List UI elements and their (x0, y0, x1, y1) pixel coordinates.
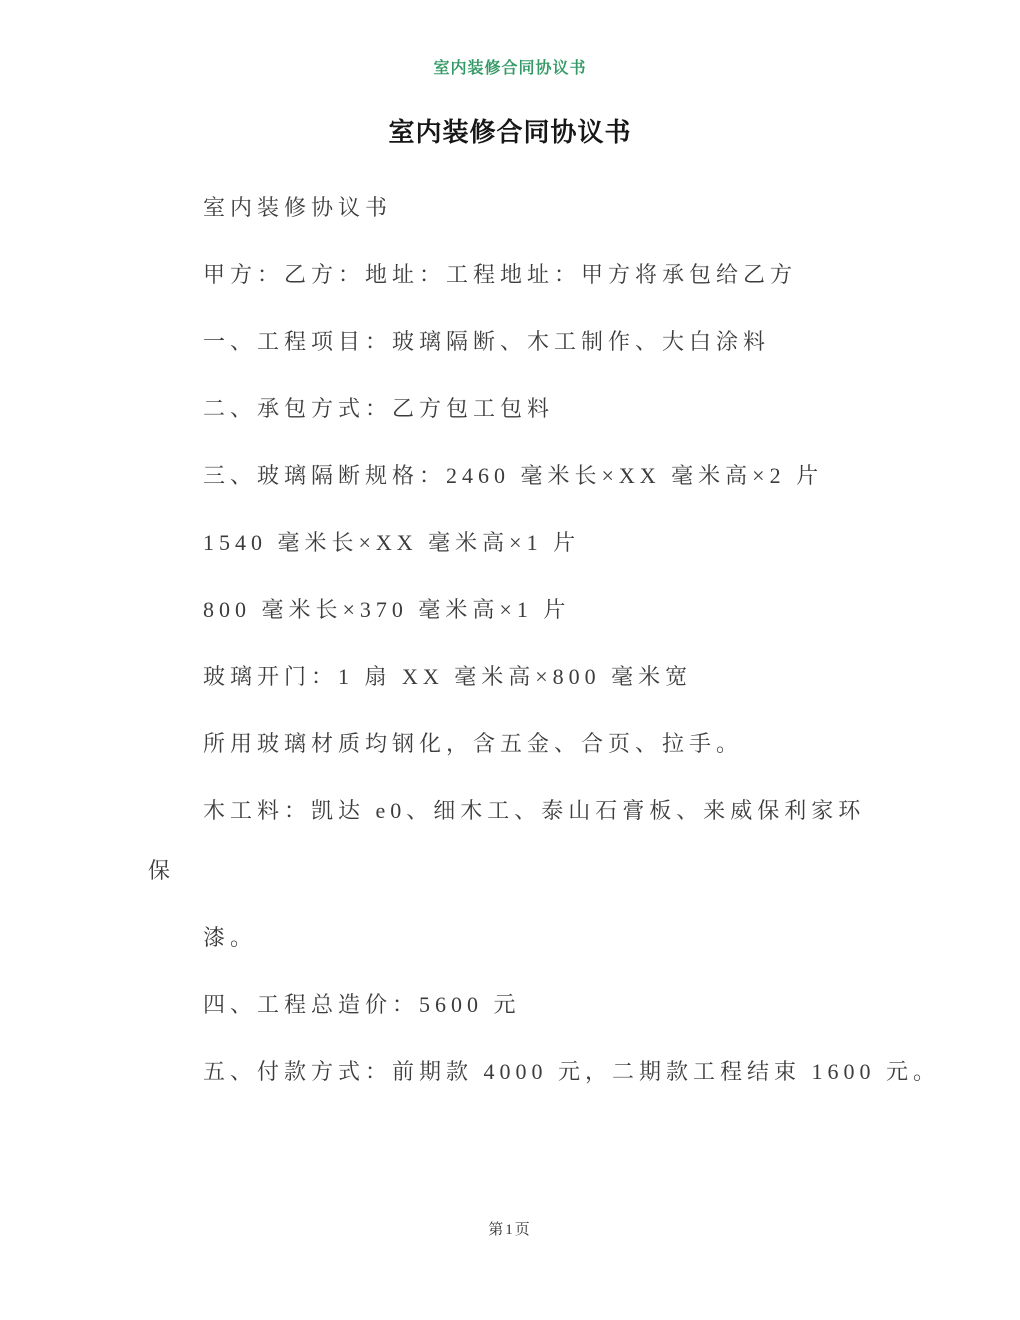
paragraph-glass-material: 所用玻璃材质均钢化，含五金、合页、拉手。 (203, 731, 744, 756)
paragraph-wood-material: 木工料：凯达 e0、细木工、泰山石膏板、来威保利家环 (203, 798, 866, 823)
paragraph-parties: 甲方：乙方：地址：工程地址：甲方将承包给乙方 (203, 262, 798, 287)
paragraph-item-1: 一、工程项目：玻璃隔断、木工制作、大白涂料 (203, 329, 771, 354)
paragraph-spec-line: 800 毫米长×370 毫米高×1 片 (203, 597, 571, 622)
document-body (0, 178, 1020, 1102)
paragraph-spec-line: 1540 毫米长×XX 毫米高×1 片 (203, 530, 581, 555)
paragraph-glass-door: 玻璃开门：1 扇 XX 毫米高×800 毫米宽 (203, 664, 693, 689)
paragraph-item-5: 五、付款方式：前期款 4000 元，二期款工程结束 1600 元。 (203, 1059, 941, 1084)
paragraph-item-2: 二、承包方式：乙方包工包料 (203, 396, 555, 421)
running-header-title: 室内装修合同协议书 (433, 60, 587, 77)
paragraph-paint: 漆。 (203, 925, 258, 950)
document-title: 室内装修合同协议书 (388, 118, 632, 147)
paragraph-item-3: 三、玻璃隔断规格：2460 毫米长×XX 毫米高×2 片 (203, 463, 824, 488)
paragraph-subtitle: 室内装修协议书 (203, 195, 393, 220)
paragraph-item-4: 四、工程总造价：5600 元 (203, 992, 521, 1017)
page-number-label: 第1页 (488, 1222, 532, 1238)
paragraph-wood-material-wrap: 保 (148, 858, 176, 883)
